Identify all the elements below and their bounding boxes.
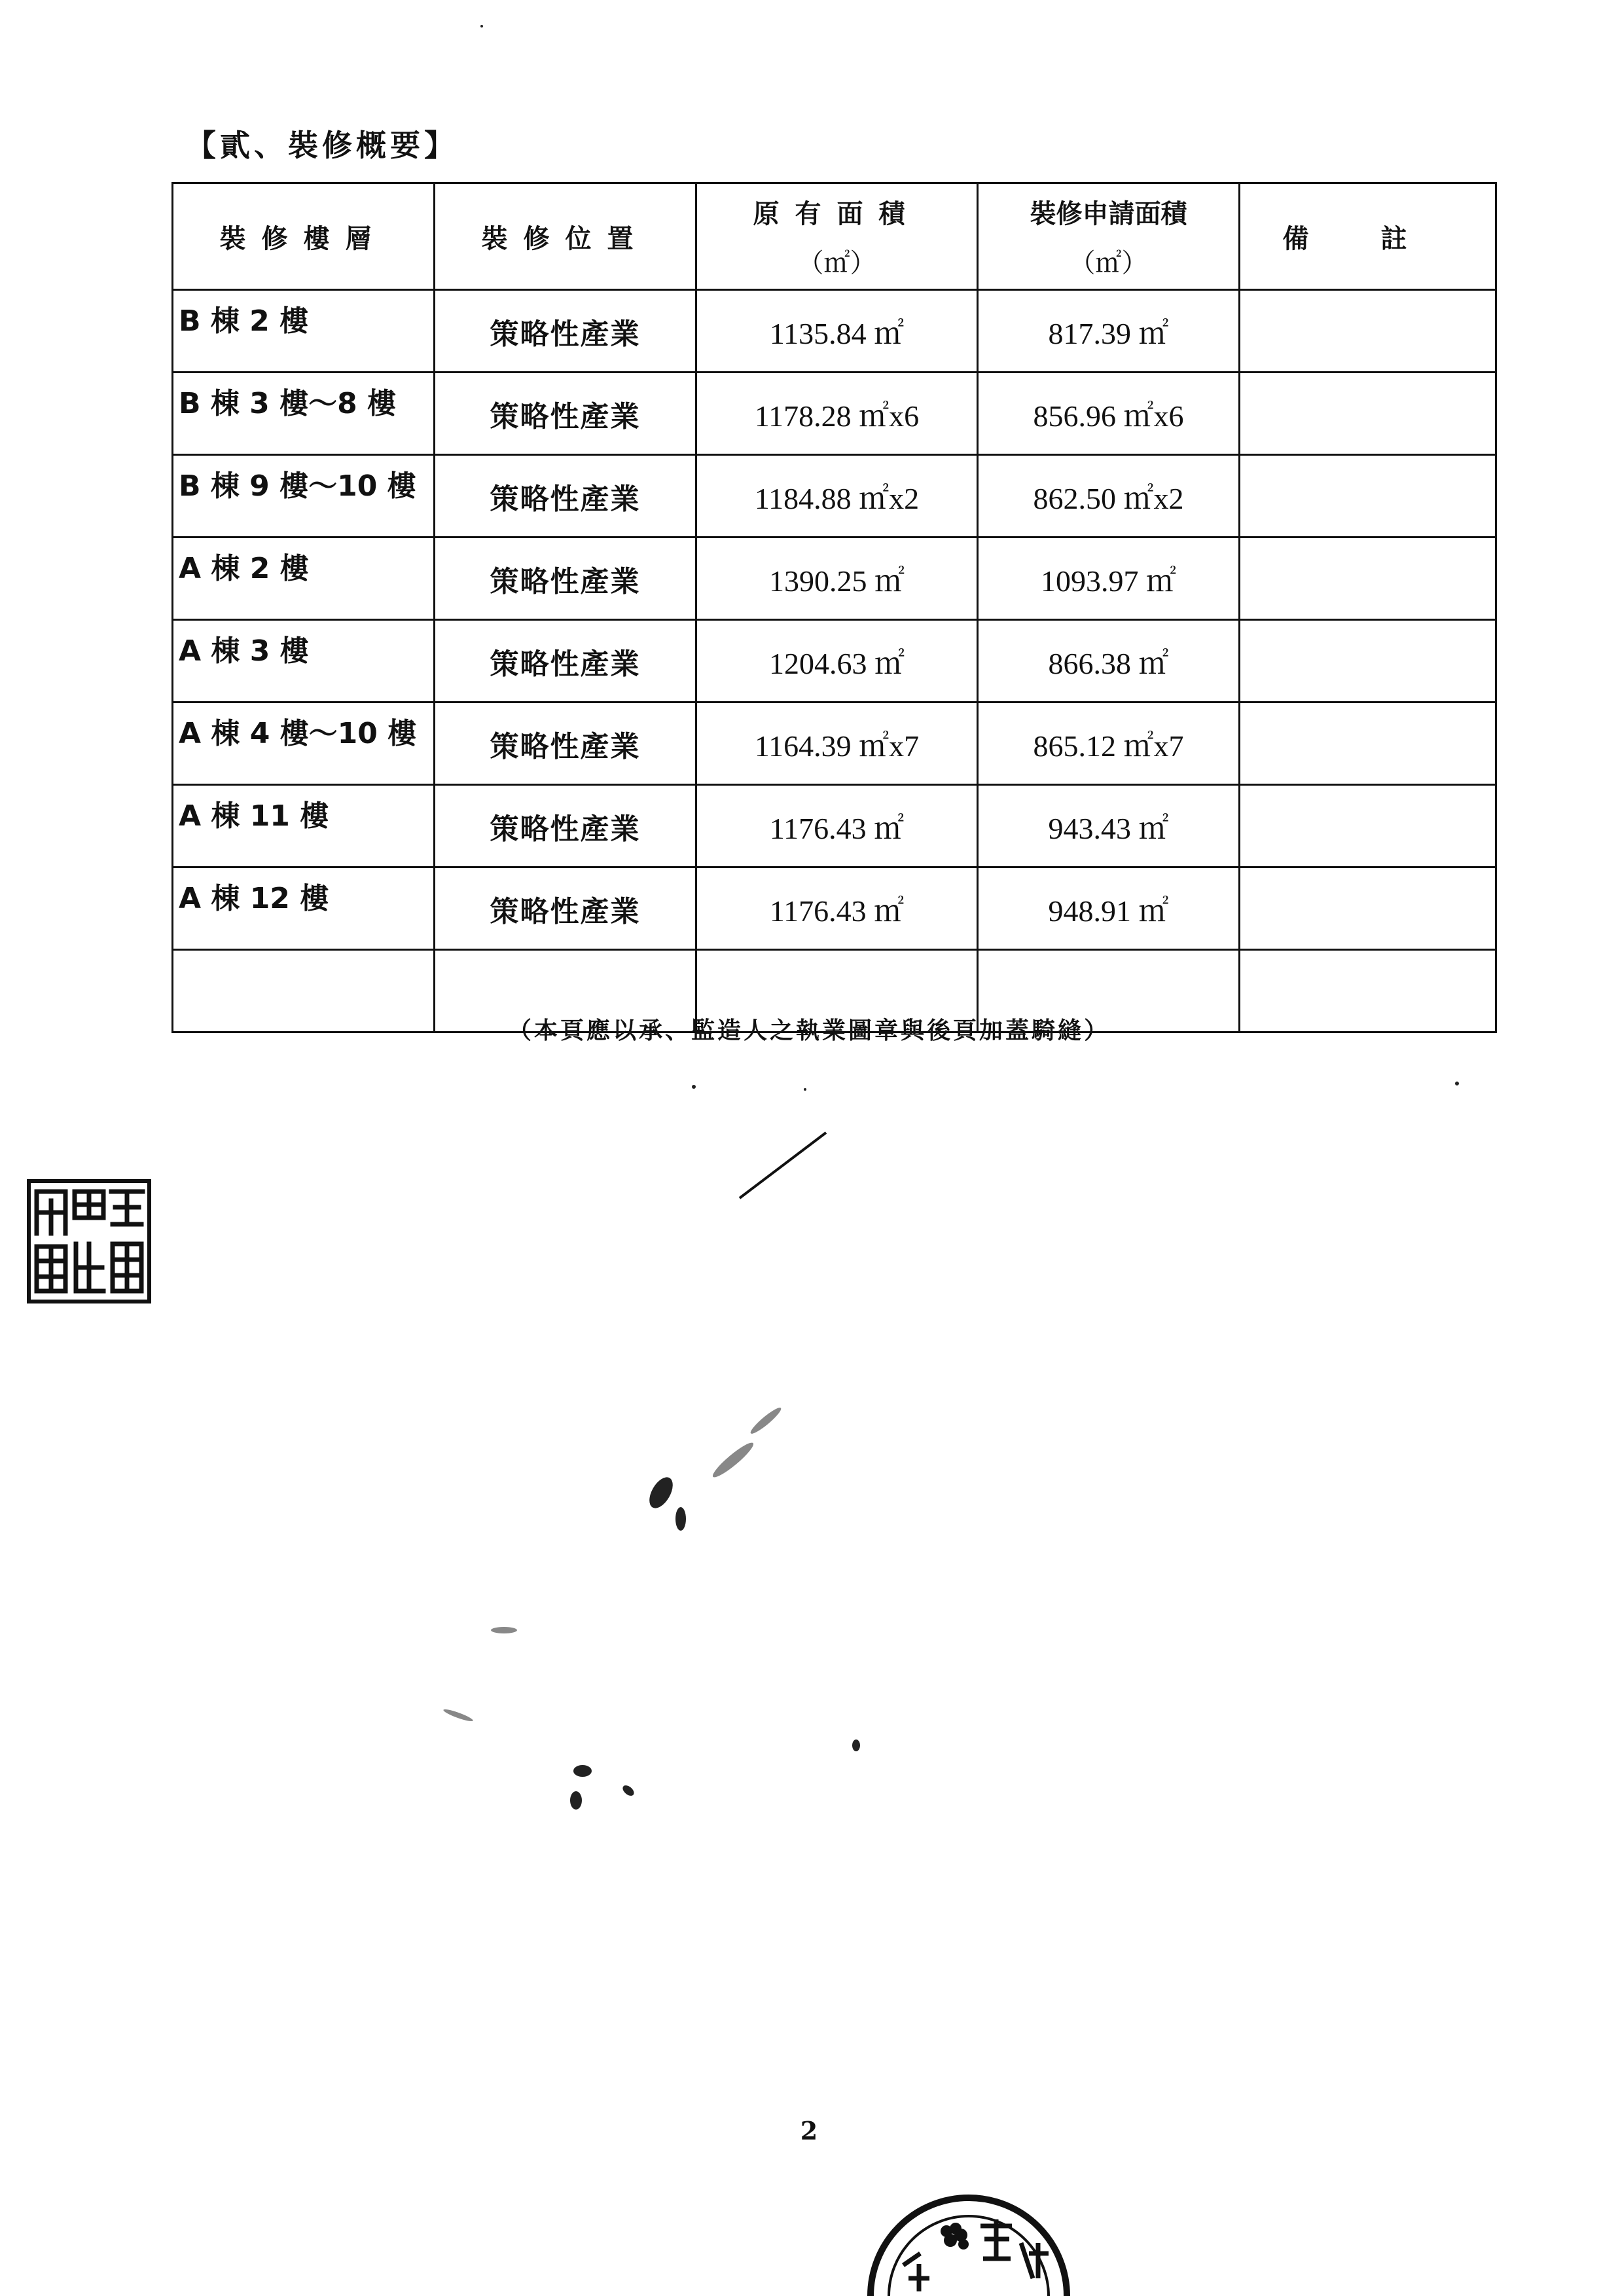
table-row [173,867,1496,950]
header-original-area: 原有面積 （㎡） [696,183,978,290]
cell-remarks [1240,702,1496,785]
cell-remarks [1240,290,1496,373]
renovation-summary-table [171,182,1497,1033]
cell-applied-area: 865.12 ㎡x7 [978,702,1240,785]
page-number: 2 [800,2116,818,2145]
table-row [173,290,1496,373]
plum-blossom-icon [941,2223,969,2250]
cell-floor: A 棟 2 樓 [173,538,435,620]
header-location: 裝修位置 [435,183,696,290]
header-remarks: 備註 [1240,183,1496,290]
cell-remarks [1240,785,1496,867]
table-row [173,620,1496,702]
cell-applied-area: 943.43 ㎡ [978,785,1240,867]
seal-instruction-note: （本頁應以承、監造人之執業圖章與後頁加蓋騎縫） [507,1017,1110,1044]
cell-floor: A 棟 3 樓 [173,620,435,702]
header-floor: 裝修樓層 [173,183,435,290]
cell-original-area: 1135.84 ㎡ [696,290,978,373]
cell-remarks [1240,538,1496,620]
cell-floor: B 棟 2 樓 [173,290,435,373]
cell-remarks [1240,867,1496,950]
cell-location: 策略性產業 [435,538,696,620]
table-row [173,455,1496,538]
cell-floor: A 棟 11 樓 [173,785,435,867]
cell-location: 策略性產業 [435,867,696,950]
section-title: 【貳、裝修概要】 [186,128,458,163]
cell-original-area: 1176.43 ㎡ [696,867,978,950]
cell-applied-area: 1093.97 ㎡ [978,538,1240,620]
pen-stroke-mark [740,1133,826,1198]
cell-location: 策略性產業 [435,455,696,538]
cell-original-area: 1204.63 ㎡ [696,620,978,702]
cell-location: 策略性產業 [435,785,696,867]
cell-floor: B 棟 9 樓～10 樓 [173,455,435,538]
round-seal-stamp [857,2180,1080,2296]
cell-floor: A 棟 12 樓 [173,867,435,950]
cell-original-area: 1178.28 ㎡x6 [696,373,978,455]
cell-location: 策略性產業 [435,373,696,455]
square-seal-stamp [26,1178,152,1304]
header-applied-area: 裝修申請面積 （㎡） [978,183,1240,290]
table-row [173,785,1496,867]
faint-smudges [442,1405,783,1723]
cell-original-area: 1390.25 ㎡ [696,538,978,620]
cell-location: 策略性產業 [435,620,696,702]
cell-floor: B 棟 3 樓～8 樓 [173,373,435,455]
cell-original-area: 1164.39 ㎡x7 [696,702,978,785]
cell-location: 策略性產業 [435,290,696,373]
cell-remarks [1240,620,1496,702]
cell-applied-area: 866.38 ㎡ [978,620,1240,702]
cell-applied-area: 817.39 ㎡ [978,290,1240,373]
cell-original-area: 1184.88 ㎡x2 [696,455,978,538]
cell-remarks [1240,373,1496,455]
cell-applied-area: 856.96 ㎡x6 [978,373,1240,455]
table-header-row [173,183,1496,290]
table-row [173,702,1496,785]
cell-location: 策略性產業 [435,702,696,785]
table-row [173,538,1496,620]
cell-applied-area: 862.50 ㎡x2 [978,455,1240,538]
table-row [173,373,1496,455]
cell-applied-area: 948.91 ㎡ [978,867,1240,950]
cell-original-area: 1176.43 ㎡ [696,785,978,867]
cell-floor: A 棟 4 樓～10 樓 [173,702,435,785]
cell-remarks [1240,455,1496,538]
